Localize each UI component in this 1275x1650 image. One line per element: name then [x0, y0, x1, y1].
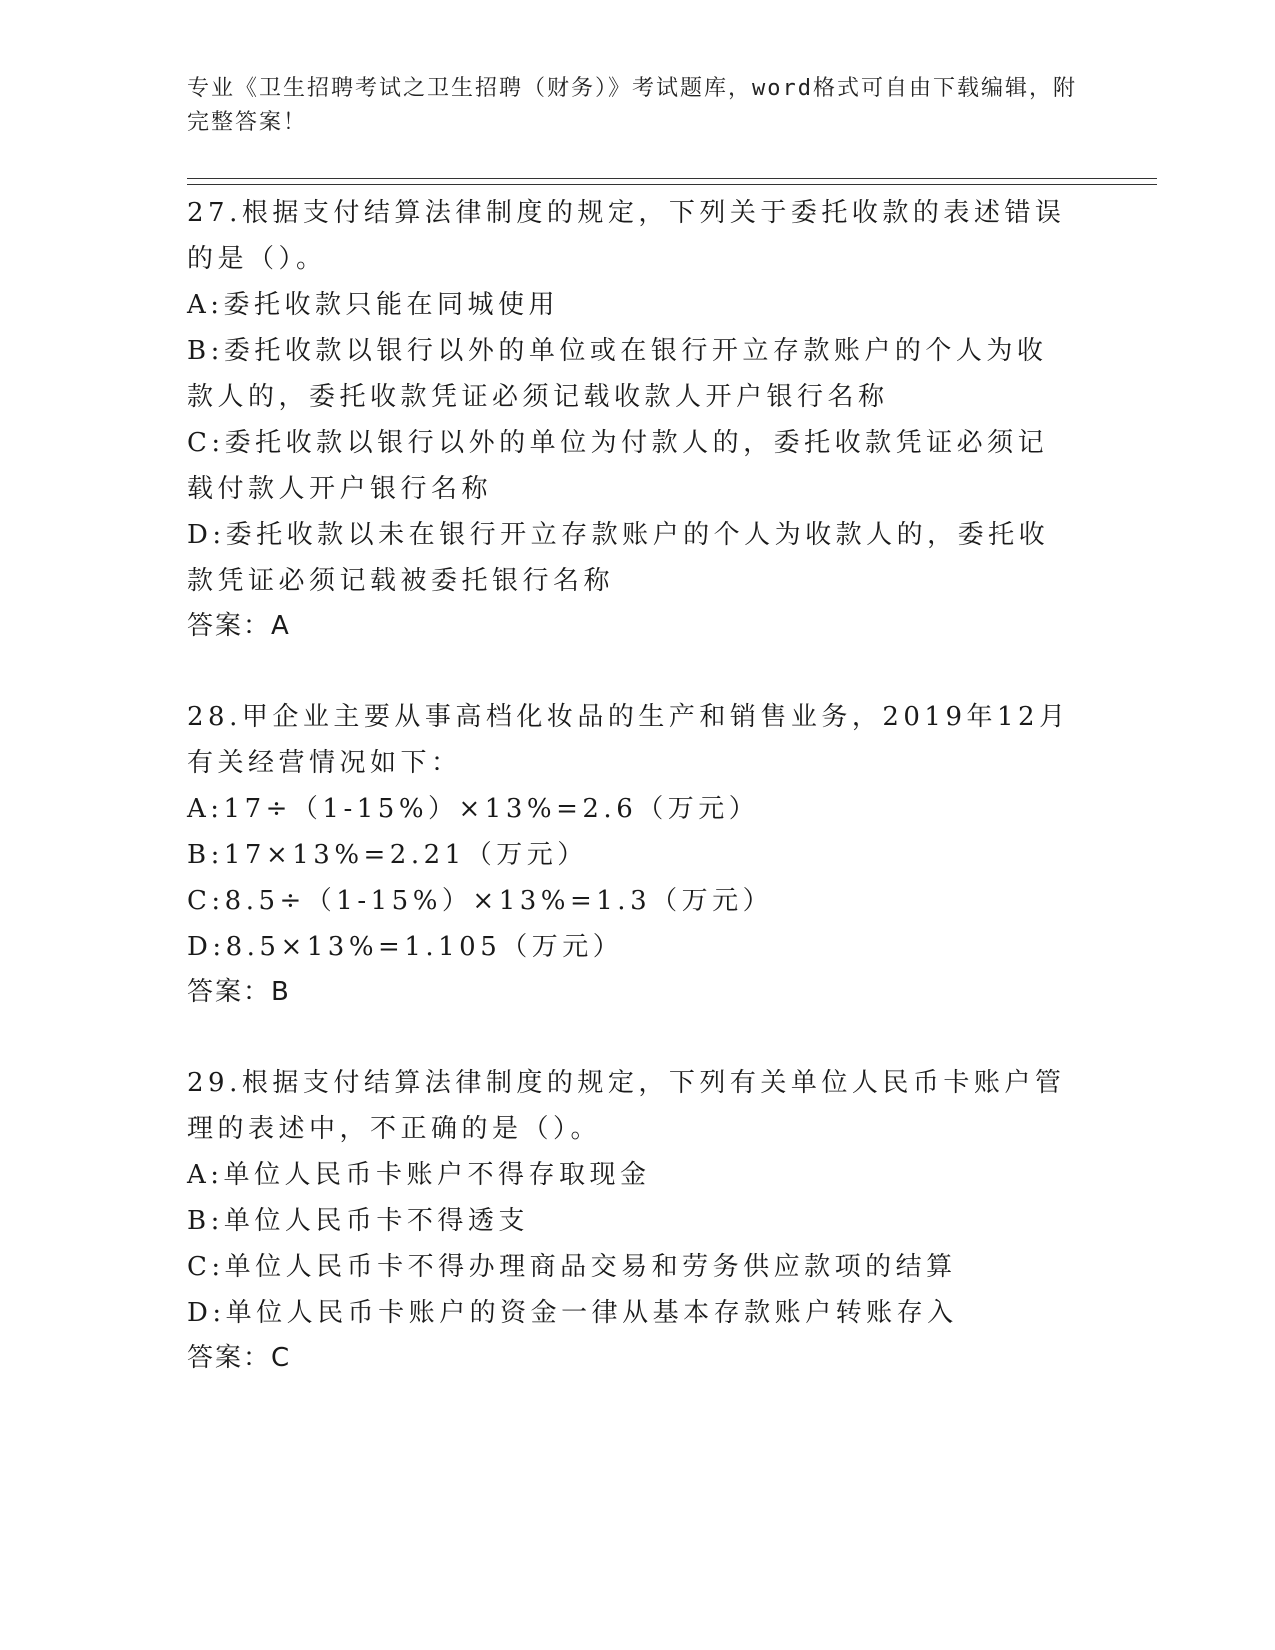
question-list	[187, 190, 1077, 1380]
question-29	[187, 1060, 1077, 1380]
question-stem: 27.根据支付结算法律制度的规定，下列关于委托收款的表述错误的是（）。	[187, 198, 1066, 274]
option-b: B:委托收款以银行以外的单位或在银行开立存款账户的个人为收款人的，委托收款凭证必须记载收款人开户银行名称	[187, 336, 1048, 412]
question-spacer	[187, 1014, 1077, 1060]
header-divider-bottom	[187, 184, 1157, 185]
question-spacer	[187, 648, 1077, 694]
option-b: B:17×13%=2.21（万元）	[187, 840, 588, 870]
document-header: 专业《卫生招聘考试之卫生招聘（财务）》考试题库，word格式可自由下载编辑，附完整答案！	[187, 76, 1077, 135]
option-a: A:单位人民币卡账户不得存取现金	[187, 1160, 651, 1190]
question-28	[187, 694, 1077, 1014]
question-stem: 28.甲企业主要从事高档化妆品的生产和销售业务，2019年12月有关经营情况如下：	[187, 702, 1070, 778]
option-b: B:单位人民币卡不得透支	[187, 1206, 529, 1236]
header-divider-top	[187, 178, 1157, 179]
option-a: A:委托收款只能在同城使用	[187, 290, 560, 320]
option-c: C:单位人民币卡不得办理商品交易和劳务供应款项的结算	[187, 1252, 957, 1282]
question-27	[187, 190, 1077, 648]
option-c: C:委托收款以银行以外的单位为付款人的，委托收款凭证必须记载付款人开户银行名称	[187, 428, 1049, 504]
option-d: D:单位人民币卡账户的资金一律从基本存款账户转账存入	[187, 1298, 958, 1328]
answer-label: 答案：B	[187, 977, 291, 1007]
option-a: A:17÷（1-15%）×13%=2.6（万元）	[187, 794, 760, 824]
option-c: C:8.5÷（1-15%）×13%=1.3（万元）	[187, 886, 774, 916]
option-d: D:8.5×13%=1.105（万元）	[187, 932, 624, 962]
option-d: D:委托收款以未在银行开立存款账户的个人为收款人的，委托收款凭证必须记载被委托银行名称	[187, 520, 1050, 596]
question-stem: 29.根据支付结算法律制度的规定，下列有关单位人民币卡账户管理的表述中，不正确的是（）。	[187, 1068, 1066, 1144]
answer-label: 答案：C	[187, 1343, 292, 1373]
answer-label: 答案：A	[187, 611, 291, 641]
